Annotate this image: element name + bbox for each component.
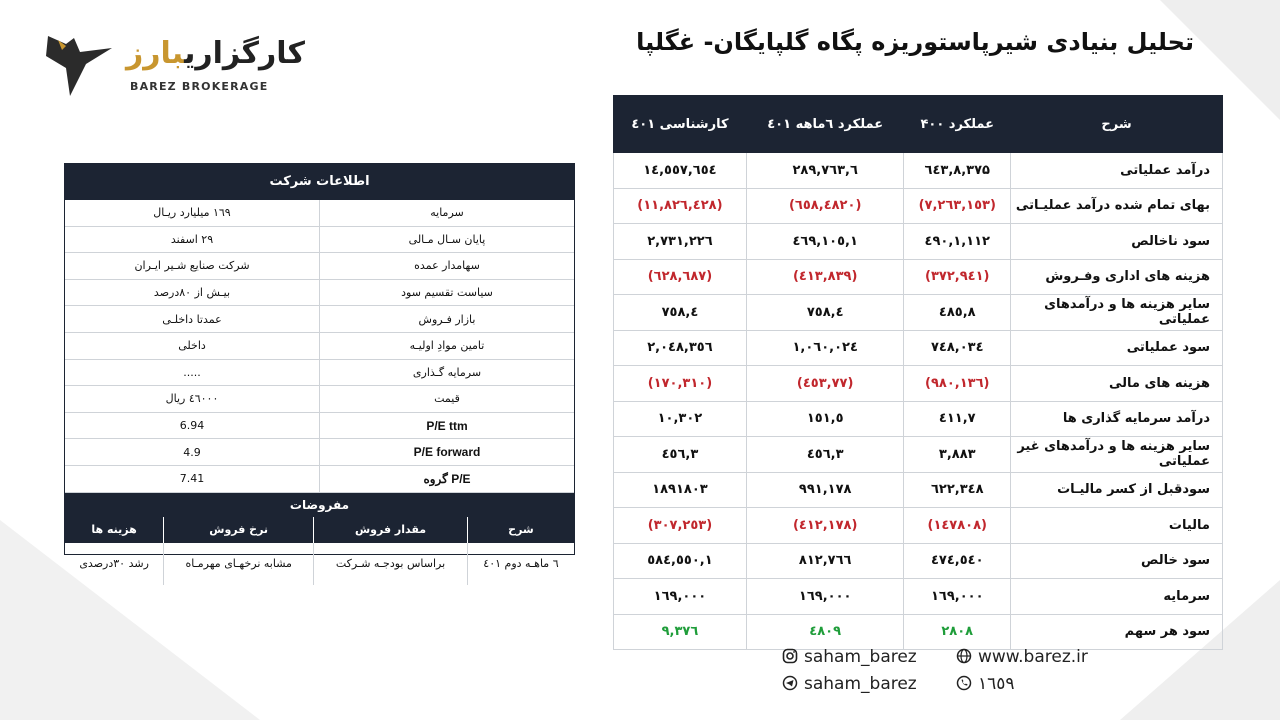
value-400: ۲۸۰۸	[904, 614, 1011, 650]
header-6m-401: عملکرد ٦ماهه ٤٠١	[746, 96, 904, 153]
row-desc: سرمایه	[1011, 579, 1223, 615]
row-desc: سود هر سهم	[1011, 614, 1223, 650]
value-400: ۷,٤۱۱	[904, 401, 1011, 437]
header-400: عملکرد ۴۰۰	[904, 96, 1011, 153]
eagle-logo-icon	[40, 30, 120, 100]
assumptions-header-row	[65, 517, 574, 543]
company-info-row	[65, 306, 574, 333]
assumptions-col-costs: هزینه ها	[65, 517, 164, 543]
assumptions-col-desc: شرح	[467, 517, 574, 543]
info-value: ٤٦۰۰۰ ریال	[65, 386, 320, 413]
brand-name-en: BAREZ BROKERAGE	[130, 80, 269, 93]
brand-name-fa-accent: بارز	[126, 36, 185, 71]
company-info-row	[65, 279, 574, 306]
row-desc: سایر هزینه ها و درآمدهای عملیاتی	[1011, 295, 1223, 331]
value-6m-401: ۳,٤٥٦	[746, 437, 904, 473]
value-6m-401: (۱۷۸,٤۱۲)	[746, 508, 904, 544]
website-url: www.barez.ir	[978, 647, 1088, 667]
value-6m-401: (٤۱۳,۸۳۹)	[746, 259, 904, 295]
value-estimate-401: (۱۷۰,۳۱۰)	[614, 366, 747, 402]
value-6m-401: ٦,۲۸۹,۷٦۳	[746, 153, 904, 189]
assumptions-header: مفروضات	[65, 493, 574, 517]
phone-icon	[956, 675, 972, 691]
financial-row	[614, 330, 1223, 366]
info-key: سرمایه گـذاری	[320, 359, 575, 386]
value-estimate-401: ۲,۰٤۸,۳٥٦	[614, 330, 747, 366]
assumptions-quantity: براساس بودجـه شـرکت	[314, 543, 468, 585]
globe-icon	[956, 648, 972, 664]
info-value: داخلی	[65, 332, 320, 359]
assumptions-col-quantity: مقدار فروش	[314, 517, 468, 543]
value-400: ۸,٤۸٥	[904, 295, 1011, 331]
info-value: ۱٦۹ میلیارد ریـال	[65, 200, 320, 226]
value-400: ۳,۸۸۳	[904, 437, 1011, 473]
brand-name-fa: کارگزاری	[184, 36, 305, 71]
financial-row	[614, 472, 1223, 508]
value-estimate-401: ۱٦۹,۰۰۰	[614, 579, 747, 615]
info-key: سهامدار عمده	[320, 253, 575, 280]
company-info-row	[65, 200, 574, 226]
financial-row	[614, 437, 1223, 473]
value-6m-401: ٥,۱٥۱	[746, 401, 904, 437]
value-6m-401: ۱٦۹,۰۰۰	[746, 579, 904, 615]
assumptions-table	[65, 517, 574, 585]
value-estimate-401: ۲,۷۳۱,۲۲٦	[614, 224, 747, 260]
financial-row	[614, 153, 1223, 189]
value-estimate-401: ۱۸۹۱۸۰۳	[614, 472, 747, 508]
row-desc: بهای تمام شده درآمد عملیـاتی	[1011, 188, 1223, 224]
assumptions-rate: مشابه نرخهـای مهرمـاه	[164, 543, 314, 585]
row-desc: هزینه های اداری وفـروش	[1011, 259, 1223, 295]
value-estimate-401: ۹,۳۷٦	[614, 614, 747, 650]
financial-row	[614, 259, 1223, 295]
value-6m-401: ۱,٤٦۹,۱۰٥	[746, 224, 904, 260]
company-info-row	[65, 332, 574, 359]
brand-logo	[40, 30, 305, 100]
company-info-panel	[64, 163, 575, 571]
footer-website[interactable]	[956, 647, 1088, 667]
value-estimate-401: ۳,٤٥٦	[614, 437, 747, 473]
financial-header-row	[614, 96, 1223, 153]
assumptions-col-rate: نرخ فروش	[164, 517, 314, 543]
value-400: ۱,۱۱۲,٤۹۰	[904, 224, 1011, 260]
phone-number: ۱٦٥۹	[978, 674, 1015, 694]
info-value: شرکت صنایع شـیر ایـران	[65, 253, 320, 280]
row-desc: سودقبل از کسر مالیـات	[1011, 472, 1223, 508]
row-desc: هزینه های مالی	[1011, 366, 1223, 402]
value-estimate-401: ۱,٥۸٤,٥٥۰	[614, 543, 747, 579]
value-400: ٤۷٤,٥٤۰	[904, 543, 1011, 579]
financial-row	[614, 401, 1223, 437]
info-value: 6.94	[65, 412, 320, 439]
financial-row	[614, 614, 1223, 650]
value-6m-401: (٤۸۲۰,٦٥۸)	[746, 188, 904, 224]
instagram-handle: saham_barez	[804, 647, 917, 667]
info-value: عمدتا داخلـی	[65, 306, 320, 333]
info-value: .....	[65, 359, 320, 386]
financial-row	[614, 508, 1223, 544]
info-key: سیاست تقسیم سود	[320, 279, 575, 306]
value-400: ۷٤۸,۰۳٤	[904, 330, 1011, 366]
value-400: (۱٤۷۸۰۸)	[904, 508, 1011, 544]
info-key: تامین موادِ اولیـه	[320, 332, 575, 359]
value-400: (۱۳٦,۹۸۰)	[904, 366, 1011, 402]
financial-row	[614, 579, 1223, 615]
info-value: ۲۹ اسفند	[65, 226, 320, 253]
financial-table	[613, 95, 1223, 650]
row-desc: سود ناخالص	[1011, 224, 1223, 260]
value-400: (۷,۲٦۳,۱٥۳)	[904, 188, 1011, 224]
row-desc: سود عملیاتی	[1011, 330, 1223, 366]
assumptions-row	[65, 543, 574, 585]
value-400: ۱٦۹,۰۰۰	[904, 579, 1011, 615]
footer-telegram[interactable]	[782, 674, 917, 694]
financial-row	[614, 543, 1223, 579]
company-info-row	[65, 386, 574, 413]
info-value: بیـش از ۸۰درصد	[65, 279, 320, 306]
row-desc: درآمد عملیاتی	[1011, 153, 1223, 189]
value-6m-401: ٤,۷٥۸	[746, 295, 904, 331]
header-desc: شرح	[1011, 96, 1223, 153]
instagram-icon	[782, 648, 798, 664]
row-desc: درآمد سرمایه گذاری ها	[1011, 401, 1223, 437]
row-desc: سایر هزینه ها و درآمدهای غیر عملیاتی	[1011, 437, 1223, 473]
info-key: P/E گروه	[320, 465, 575, 492]
assumptions-costs: رشد ۳۰درصدی	[79, 557, 149, 571]
info-key: سرمایه	[320, 200, 575, 226]
value-6m-401: ۸۱۲,۷٦٦	[746, 543, 904, 579]
company-info-row	[65, 226, 574, 253]
company-info-table	[65, 200, 574, 493]
value-estimate-401: ١٤,٥٥٧,٦٥٤	[614, 153, 747, 189]
financial-row	[614, 188, 1223, 224]
info-key: P/E forward	[320, 439, 575, 466]
value-6m-401: ۹۹۱,۱۷۸	[746, 472, 904, 508]
value-estimate-401: ۱۰,۳۰۲	[614, 401, 747, 437]
value-6m-401: ٤۸۰۹	[746, 614, 904, 650]
row-desc: سود خالص	[1011, 543, 1223, 579]
company-info-row	[65, 359, 574, 386]
assumptions-desc: ٦ ماهـه دوم ٤٠١	[467, 543, 574, 585]
value-estimate-401: (٦۸۷,٦۲۸)	[614, 259, 747, 295]
value-400: ۸,۳۷۵,٦٤۳	[904, 153, 1011, 189]
company-info-row	[65, 439, 574, 466]
row-desc: مالیات	[1011, 508, 1223, 544]
telegram-handle: saham_barez	[804, 674, 917, 694]
info-key: قیمت	[320, 386, 575, 413]
info-value: 4.9	[65, 439, 320, 466]
company-info-row	[65, 465, 574, 492]
value-estimate-401: ٤,۷٥۸	[614, 295, 747, 331]
telegram-icon	[782, 675, 798, 691]
financial-row	[614, 295, 1223, 331]
company-info-row	[65, 253, 574, 280]
info-key: پایان سـال مـالی	[320, 226, 575, 253]
info-value: 7.41	[65, 465, 320, 492]
header-estimate-401: کارشناسی ٤٠١	[614, 96, 747, 153]
financial-row	[614, 224, 1223, 260]
footer-instagram[interactable]	[782, 647, 917, 667]
value-400: (۳۷۲,۹٤۱)	[904, 259, 1011, 295]
company-info-row	[65, 412, 574, 439]
value-6m-401: ۱,۰٦۰,۰۲٤	[746, 330, 904, 366]
value-400: ٦۲۲,۳٤۸	[904, 472, 1011, 508]
page-title: تحلیل بنیادی شیرپاستوریزه پگاه گلپایگان- غگلپا	[636, 28, 1194, 56]
value-6m-401: (۷۷,٤٥۳)	[746, 366, 904, 402]
footer-phone[interactable]	[956, 674, 1015, 694]
financial-row	[614, 366, 1223, 402]
company-info-header: اطلاعات شرکت	[65, 164, 574, 200]
value-estimate-401: (۳۰۷,۲٥۳)	[614, 508, 747, 544]
info-key: بازار فـروش	[320, 306, 575, 333]
info-key: P/E ttm	[320, 412, 575, 439]
value-estimate-401: (۱۱,۸۲٦,٤۲۸)	[614, 188, 747, 224]
